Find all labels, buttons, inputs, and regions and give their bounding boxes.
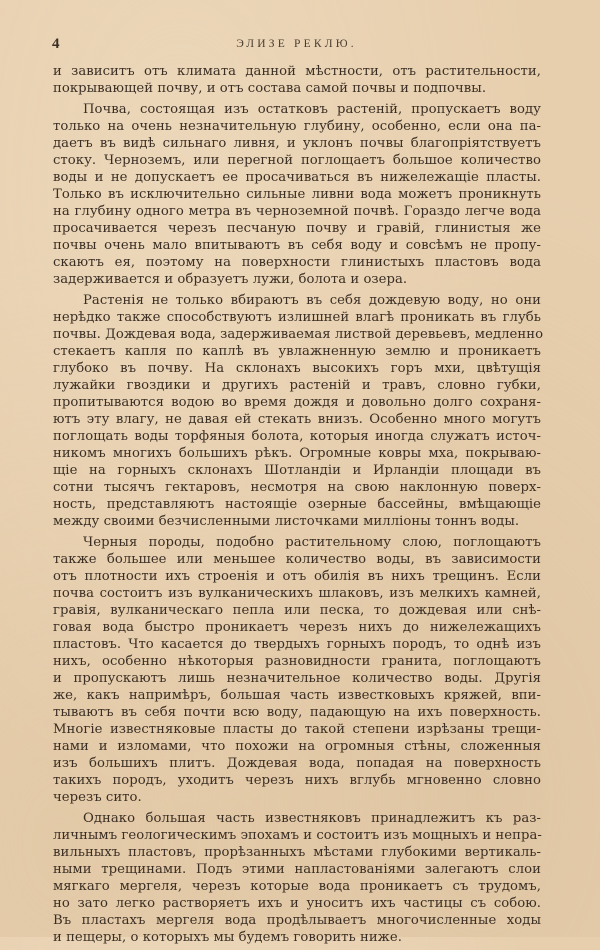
- text-line: ность, представляютъ настоящіе озерные бассейны, вмѣщающіе: [53, 497, 541, 512]
- text-line: отъ плотности ихъ строенія и отъ обилія въ нихъ трещинъ. Если: [53, 569, 541, 584]
- text-line: только на очень незначительную глубину, особенно, если она па-: [53, 119, 541, 134]
- text-line: на глубину одного метра въ черноземной почвѣ. Гораздо легче вода: [53, 204, 541, 219]
- text-line: покрывающей почву, и отъ состава самой почвы и подпочвы.: [53, 81, 487, 96]
- text-line: просачивается черезъ песчаную почву и гравій, глинистыя же: [53, 221, 541, 236]
- text-line: поглощать воды торфяныя болота, которыя иногда служатъ источ-: [53, 429, 541, 444]
- text-line: пропитываются водою во время дождя и довольно долго сохраня-: [53, 395, 541, 410]
- text-line: сотни тысячъ гектаровъ, несмотря на свою наклонную поверх-: [53, 480, 541, 495]
- text-line: Многіе известняковые пласты до такой степени изрѣзаны трещи-: [53, 722, 541, 737]
- text-line: воды и не допускаетъ ее просачиваться въ нижележащіе пласты.: [53, 170, 541, 185]
- text-line: никомъ многихъ большихъ рѣкъ. Огромные ковры мха, покрываю-: [53, 446, 541, 461]
- paragraph-rocks: [53, 534, 541, 806]
- text-line: почвы очень мало впитываютъ въ себя воду и совсѣмъ не пропу-: [53, 238, 541, 253]
- paragraph-1-continuation: [53, 63, 541, 97]
- body-text: [53, 63, 544, 950]
- text-line: ютъ эту влагу, не давая ей стекать внизъ. Особенно много могутъ: [53, 412, 541, 427]
- text-line: Однако большая часть известняковъ принадлежитъ къ раз-: [83, 811, 541, 826]
- text-line: Черныя породы, подобно растительному слою, поглощаютъ: [83, 535, 541, 550]
- text-line: глубоко въ почву. На склонахъ высокихъ горъ мхи, цвѣтущія: [53, 361, 541, 376]
- text-line: стоку. Черноземъ, или перегной поглощаетъ большое количество: [53, 153, 541, 168]
- text-line: лужайки гвоздики и другихъ растеній и травъ, словно губки,: [53, 378, 541, 393]
- text-line: личнымъ геологическимъ эпохамъ и состоитъ изъ мощныхъ и непра-: [53, 828, 542, 843]
- text-line: пластовъ. Что касается до твердыхъ горныхъ породъ, то однѣ изъ: [53, 637, 541, 652]
- text-line: даетъ въ видѣ сильнаго ливня, и уклонъ почвы благопріятствуетъ: [53, 136, 541, 151]
- text-line: нихъ, особенно нѣкоторыя разновидности гранита, поглощаютъ: [53, 654, 541, 669]
- paragraph-limestone: [53, 810, 541, 946]
- text-line: но зато легко растворяетъ ихъ и уноситъ ихъ частицы съ собою.: [53, 896, 541, 911]
- text-line: стекаетъ капля по каплѣ въ увлажненную землю и проникаетъ: [53, 344, 541, 359]
- text-line: Въ пластахъ мергеля вода продѣлываетъ многочисленные ходы: [53, 913, 541, 928]
- text-line: Только въ исключительно сильные ливни вода можетъ проникнуть: [53, 187, 541, 202]
- text-line: нерѣдко также способствуютъ излишней влагѣ проникать въ глубь: [53, 310, 541, 325]
- text-line: и пещеры, о которыхъ мы будемъ говорить ниже.: [53, 930, 402, 945]
- text-line: Растенія не только вбираютъ въ себя дождевую воду, но они: [83, 293, 541, 308]
- running-head: [52, 36, 541, 56]
- text-line: тываютъ въ себя почти всю воду, падающую на ихъ поверхность.: [53, 705, 541, 720]
- text-line: скаютъ ея, поэтому на поверхности глинистыхъ пластовъ вода: [53, 255, 541, 270]
- text-line: и зависитъ отъ климата данной мѣстности, отъ растительности,: [53, 64, 541, 79]
- text-line: такихъ породъ, уходитъ черезъ нихъ вглубь мгновенно словно: [53, 773, 541, 788]
- text-line: и пропускаютъ лишь незначительное количество воды. Другія: [53, 671, 541, 686]
- paragraph-plants: [53, 292, 544, 530]
- text-line: почвы. Дождевая вода, задерживаемая листвой деревьевъ, медленно: [53, 327, 544, 342]
- page-number: 4: [52, 36, 60, 52]
- text-line: гравія, вулканическаго пепла или песка, то дождевая или снѣ-: [53, 603, 541, 618]
- text-line: ными трещинами. Подъ этими напластованіями залегаютъ слои: [53, 862, 541, 877]
- text-line: между своими безчисленными листочками милліоны тоннъ воды.: [53, 514, 520, 529]
- text-line: говая вода быстро проникаетъ черезъ нихъ до нижележащихъ: [53, 620, 541, 635]
- text-line: изъ большихъ плитъ. Дождевая вода, попадая на поверхность: [53, 756, 541, 771]
- text-line: нами и изломами, что похожи на огромныя стѣны, сложенныя: [53, 739, 541, 754]
- text-line: Почва, состоящая изъ остатковъ растеній, пропускаетъ воду: [83, 102, 541, 117]
- running-title: ЭЛИЗЕ РЕКЛЮ.: [236, 38, 357, 50]
- text-line: почва состоитъ изъ вулканическихъ шлаковъ, изъ мелкихъ камней,: [53, 586, 541, 601]
- text-line: мягкаго мергеля, черезъ которые вода проникаетъ съ трудомъ,: [53, 879, 541, 894]
- text-line: же, какъ напримѣръ, большая часть известковыхъ кряжей, впи-: [53, 688, 541, 703]
- text-line: щіе на горныхъ склонахъ Шотландіи и Ирландіи площади въ: [53, 463, 541, 478]
- paragraph-soil-absorption: [53, 101, 541, 288]
- text-line: задерживается и образуетъ лужи, болота и озера.: [53, 272, 408, 287]
- text-line: также большее или меньшее количество воды, въ зависимости: [53, 552, 541, 567]
- text-line: вильныхъ пластовъ, прорѣзанныхъ мѣстами глубокими вертикаль-: [53, 845, 541, 860]
- text-line: черезъ сито.: [53, 790, 142, 805]
